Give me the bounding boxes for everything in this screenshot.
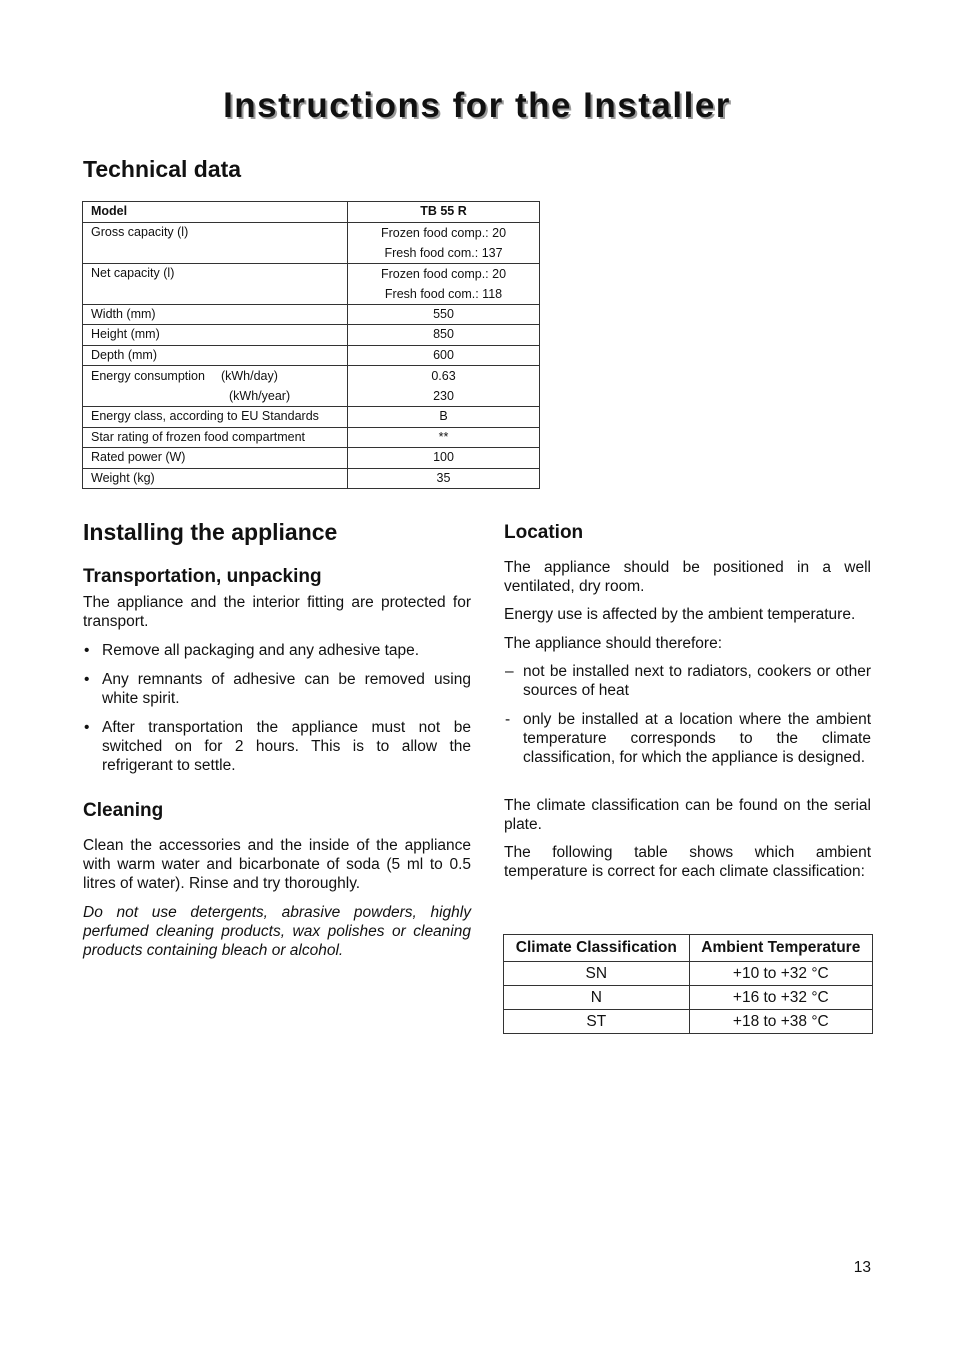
table-row (83, 263, 540, 304)
rated-power-label: Rated power (W) (83, 448, 348, 469)
location-p1: The appliance should be positioned in a well ventilated, dry room. (504, 559, 871, 595)
list-item: - only be installed at a location where the ambient temperature corresponds to the climate classification, for which the appliance is designed. (505, 711, 871, 766)
climate-class: N (504, 986, 690, 1010)
technical-data-table (82, 201, 540, 489)
table-header-row (504, 935, 873, 962)
location-p4: The climate classification can be found on the serial plate. (504, 797, 871, 833)
net-capacity-frozen: Frozen food comp.: 20 (380, 266, 507, 281)
gross-capacity-fresh: Fresh food com.: 137 (384, 245, 503, 260)
rated-power-value: 100 (348, 448, 540, 469)
location-p2: Energy use is affected by the ambient temperature. (504, 606, 856, 623)
depth-label: Depth (mm) (83, 345, 348, 366)
net-capacity-values (348, 263, 540, 304)
energy-class-label: Energy class, according to EU Standards (83, 407, 348, 428)
table-row (83, 345, 540, 366)
width-label: Width (mm) (83, 304, 348, 325)
bullet-icon: • (84, 719, 90, 736)
page-title: Instructions for the Installer (223, 86, 731, 125)
depth-value: 600 (348, 345, 540, 366)
climate-header-temperature: Ambient Temperature (689, 935, 872, 962)
cleaning-warning: Do not use detergents, abrasive powders, highly perfumed cleaning products, wax polishes or cleaning products containing bleach or alcohol. (83, 904, 471, 959)
table-row (504, 962, 873, 986)
list-item: • After transportation the appliance must not be switched on for 2 hours. This is to allow the refrigerant to settle. (84, 719, 471, 774)
gross-capacity-frozen: Frozen food comp.: 20 (380, 225, 507, 240)
weight-label: Weight (kg) (83, 468, 348, 489)
list-item: • Any remnants of adhesive can be removed using white spirit. (84, 671, 471, 707)
list-item: • Remove all packaging and any adhesive tape. (84, 642, 420, 659)
width-value: 550 (348, 304, 540, 325)
energy-consumption-cell (83, 366, 348, 407)
energy-unit-year: (kWh/year) (229, 389, 291, 403)
installing-heading: Installing the appliance (83, 519, 338, 545)
location-p3: The appliance should therefore: (504, 635, 723, 652)
climate-header-classification: Climate Classification (504, 935, 690, 962)
climate-temperature: +10 to +32 °C (689, 962, 872, 986)
list-item: – not be installed next to radiators, cookers or other sources of heat (505, 663, 871, 699)
table-row (83, 366, 540, 407)
star-rating-value: ** (348, 427, 540, 448)
bullet-icon: • (84, 642, 90, 659)
climate-table (503, 934, 873, 1034)
table-row (83, 202, 540, 223)
gross-capacity-values (348, 222, 540, 263)
bullet-icon: • (84, 671, 90, 688)
table-row (83, 222, 540, 263)
location-heading: Location (504, 522, 584, 543)
table-row (504, 1010, 873, 1034)
energy-day-value: 0.63 (431, 369, 456, 383)
table-row (83, 448, 540, 469)
location-p5: The following table shows which ambient temperature is correct for each climate classification: (504, 844, 871, 880)
height-label: Height (mm) (83, 325, 348, 346)
location-dash-list (504, 662, 871, 777)
star-rating-label: Star rating of frozen food compartment (83, 427, 348, 448)
transportation-bullet-list (83, 641, 471, 785)
energy-year-value: 230 (433, 389, 454, 403)
energy-unit-day: (kWh/day) (220, 369, 278, 383)
table-row (83, 325, 540, 346)
model-value: TB 55 R (348, 202, 540, 223)
net-capacity-fresh: Fresh food com.: 118 (384, 286, 503, 301)
table-row (83, 407, 540, 428)
net-capacity-label: Net capacity (l) (83, 263, 348, 304)
table-row (504, 986, 873, 1010)
gross-capacity-label: Gross capacity (l) (83, 222, 348, 263)
energy-class-value: B (348, 407, 540, 428)
cleaning-text: Clean the accessories and the inside of the appliance with warm water and bicarbonate of soda (5 ml to 0.5 litres of water). Rinse and try thoroughly. (83, 837, 471, 892)
table-row (83, 427, 540, 448)
transportation-heading: Transportation, unpacking (83, 566, 322, 587)
table-row (83, 468, 540, 489)
model-label: Model (83, 202, 348, 223)
cleaning-heading: Cleaning (83, 800, 164, 821)
dash-icon: – (505, 663, 514, 680)
climate-class: SN (504, 962, 690, 986)
energy-consumption-values (348, 366, 540, 407)
height-value: 850 (348, 325, 540, 346)
climate-class: ST (504, 1010, 690, 1034)
transportation-intro: The appliance and the interior fitting are protected for transport. (83, 594, 471, 630)
technical-data-heading: Technical data (83, 156, 242, 182)
climate-temperature: +16 to +32 °C (689, 986, 872, 1010)
dash-icon: - (505, 711, 511, 728)
page-number: 13 (853, 1259, 871, 1276)
energy-consumption-label: Energy consumption (91, 369, 205, 383)
climate-temperature: +18 to +38 °C (689, 1010, 872, 1034)
weight-value: 35 (348, 468, 540, 489)
table-row (83, 304, 540, 325)
